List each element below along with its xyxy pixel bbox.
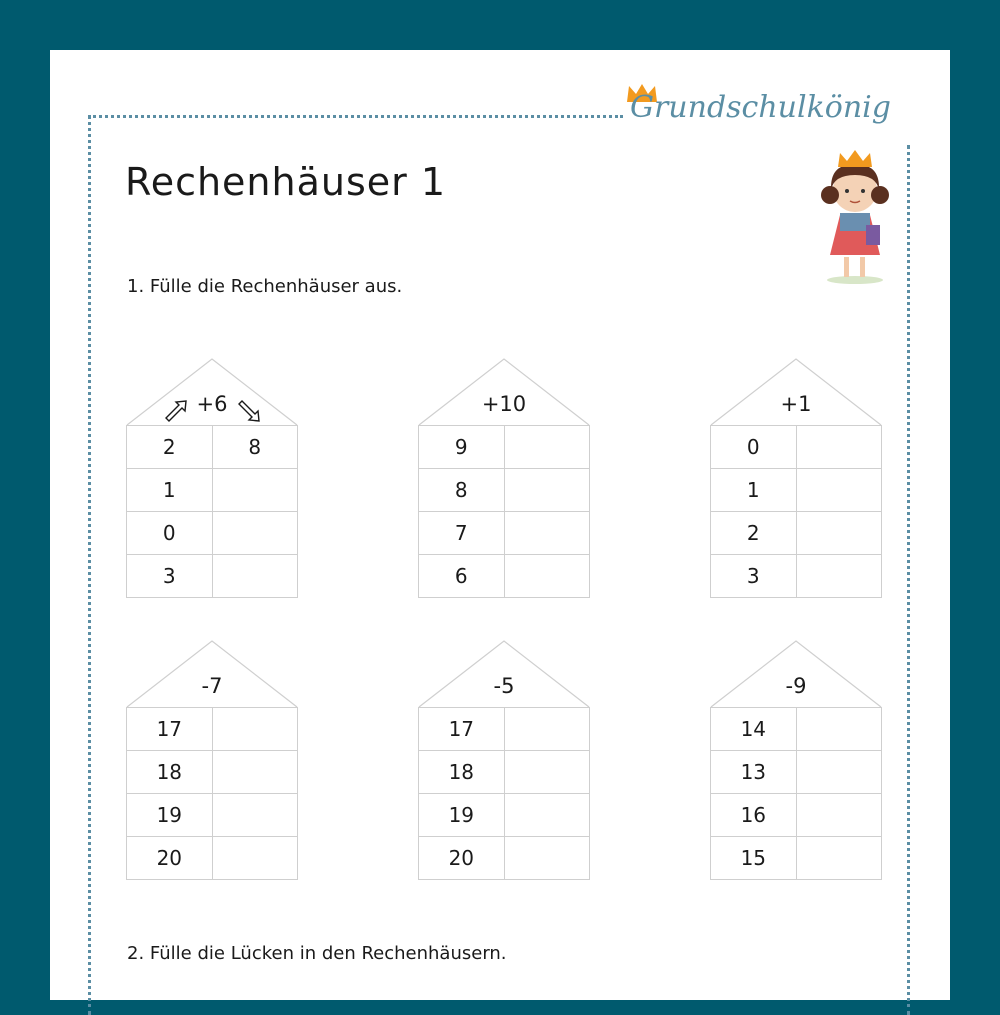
- result-cell[interactable]: [796, 469, 881, 512]
- table-row: [127, 512, 298, 555]
- result-cell[interactable]: [796, 751, 881, 794]
- input-cell: 9: [419, 426, 505, 469]
- result-cell[interactable]: [504, 512, 589, 555]
- table-row: [419, 469, 590, 512]
- house-table: [418, 707, 590, 880]
- house-operation: -7: [201, 674, 223, 698]
- input-cell: 20: [419, 837, 505, 880]
- input-cell: 3: [127, 555, 213, 598]
- task-1-instruction: 1. Fülle die Rechenhäuser aus.: [127, 276, 403, 297]
- dotted-border-left: [88, 115, 91, 1015]
- table-row: [419, 426, 590, 469]
- input-cell: 15: [711, 837, 797, 880]
- table-row: [419, 512, 590, 555]
- arithmetic-house: [126, 640, 298, 880]
- table-row: [711, 555, 882, 598]
- result-cell[interactable]: [504, 794, 589, 837]
- result-cell[interactable]: [212, 469, 298, 512]
- table-row: [711, 426, 882, 469]
- brand-logo: Grundschulkönig: [630, 90, 891, 125]
- result-cell[interactable]: [504, 469, 589, 512]
- table-row: [711, 837, 882, 880]
- table-row: [711, 751, 882, 794]
- result-cell[interactable]: [212, 794, 297, 837]
- result-cell[interactable]: [796, 512, 881, 555]
- house-table: [126, 425, 298, 598]
- table-row: [127, 751, 298, 794]
- input-cell: 19: [419, 794, 505, 837]
- input-cell: 20: [127, 837, 213, 880]
- table-row: [419, 794, 590, 837]
- table-row: [127, 555, 298, 598]
- table-row: [711, 512, 882, 555]
- house-operation: -9: [785, 674, 807, 698]
- table-row: [711, 708, 882, 751]
- house-operation: -5: [493, 674, 515, 698]
- result-cell[interactable]: [504, 751, 589, 794]
- table-row: [127, 708, 298, 751]
- input-cell: 0: [127, 512, 213, 555]
- result-cell[interactable]: [796, 794, 881, 837]
- result-cell[interactable]: [212, 708, 297, 751]
- table-row: [711, 469, 882, 512]
- page-title: Rechenhäuser 1: [125, 160, 447, 204]
- result-cell[interactable]: [796, 708, 881, 751]
- input-cell: 2: [127, 426, 213, 469]
- house-operation: +1: [780, 392, 812, 416]
- arithmetic-house: [418, 358, 590, 598]
- input-cell: 0: [711, 426, 797, 469]
- table-row: [127, 837, 298, 880]
- table-row: [127, 469, 298, 512]
- table-row: [419, 708, 590, 751]
- input-cell: 17: [419, 708, 505, 751]
- girl-illustration: [800, 145, 910, 285]
- input-cell: 17: [127, 708, 213, 751]
- task-2-instruction: 2. Fülle die Lücken in den Rechenhäusern.: [127, 943, 507, 964]
- result-cell[interactable]: [796, 426, 881, 469]
- house-table: [710, 425, 882, 598]
- result-cell[interactable]: [212, 555, 298, 598]
- input-cell: 13: [711, 751, 797, 794]
- result-cell[interactable]: [504, 708, 589, 751]
- input-cell: 3: [711, 555, 797, 598]
- table-row: [711, 794, 882, 837]
- input-cell: 6: [419, 555, 505, 598]
- result-cell[interactable]: [796, 837, 881, 880]
- input-cell: 14: [711, 708, 797, 751]
- dotted-border-top: [88, 115, 623, 118]
- house-table: [710, 707, 882, 880]
- table-row: [127, 426, 298, 469]
- house-table: [418, 425, 590, 598]
- input-cell: 18: [127, 751, 213, 794]
- input-cell: 16: [711, 794, 797, 837]
- table-row: [127, 794, 298, 837]
- house-table: [126, 707, 298, 880]
- result-cell[interactable]: [212, 512, 298, 555]
- input-cell: 8: [419, 469, 505, 512]
- house-operation: +10: [481, 392, 527, 416]
- arithmetic-house: [710, 640, 882, 880]
- result-cell[interactable]: 8: [212, 426, 298, 469]
- result-cell[interactable]: [504, 426, 589, 469]
- result-cell[interactable]: [212, 837, 297, 880]
- input-cell: 1: [127, 469, 213, 512]
- table-row: [419, 837, 590, 880]
- worksheet: [50, 50, 950, 1000]
- input-cell: 1: [711, 469, 797, 512]
- arithmetic-house: [710, 358, 882, 598]
- result-cell[interactable]: [504, 555, 589, 598]
- house-operation: +6: [196, 392, 228, 416]
- input-cell: 2: [711, 512, 797, 555]
- input-cell: 19: [127, 794, 213, 837]
- result-cell[interactable]: [504, 837, 589, 880]
- arithmetic-house: [418, 640, 590, 880]
- result-cell[interactable]: [796, 555, 881, 598]
- arithmetic-house: [126, 358, 298, 598]
- table-row: [419, 751, 590, 794]
- input-cell: 18: [419, 751, 505, 794]
- result-cell[interactable]: [212, 751, 297, 794]
- input-cell: 7: [419, 512, 505, 555]
- table-row: [419, 555, 590, 598]
